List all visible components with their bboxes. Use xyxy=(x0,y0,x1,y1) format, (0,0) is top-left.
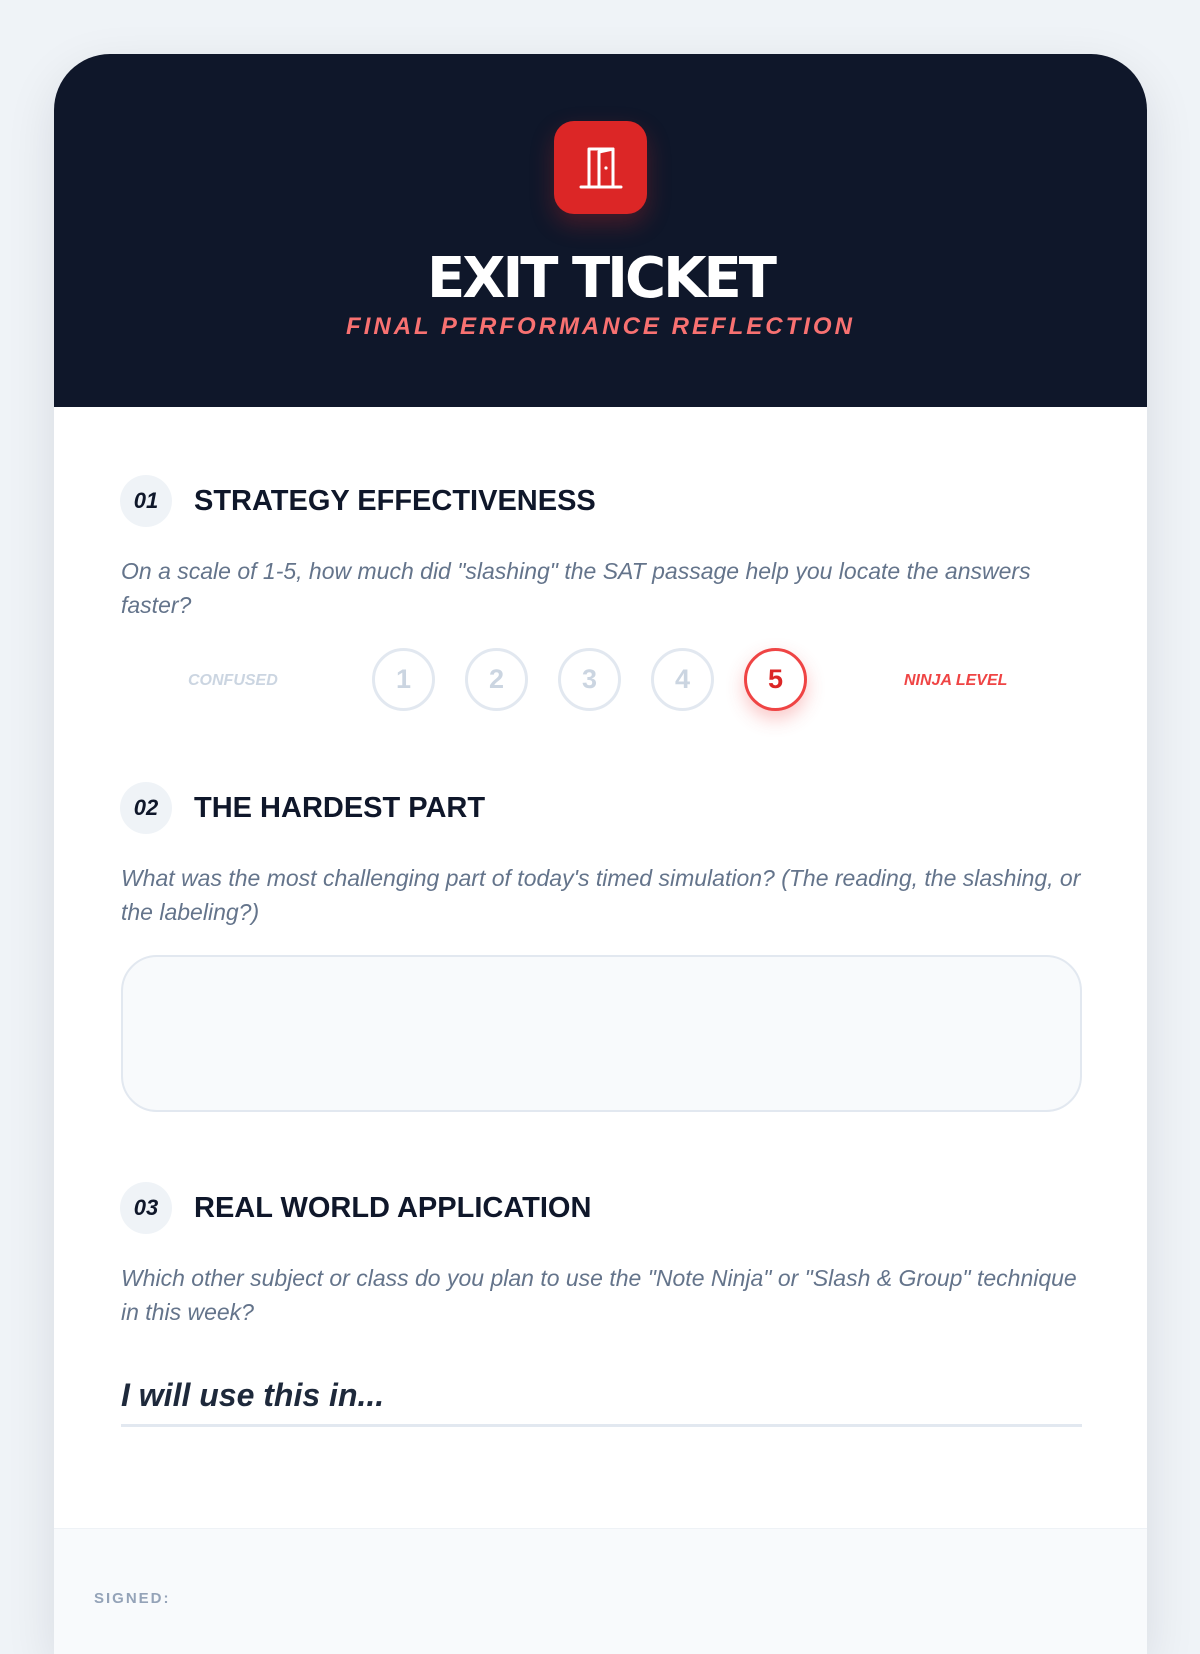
signature-footer xyxy=(54,1528,1147,1654)
section-heading-application: REAL WORLD APPLICATION xyxy=(194,1192,592,1224)
rating-option-2[interactable]: 2 xyxy=(465,648,528,711)
signed-label: SIGNED: xyxy=(94,1590,171,1607)
rating-option-5[interactable]: 5 xyxy=(744,648,807,711)
scale-low-label: CONFUSED xyxy=(188,672,278,689)
section-number-02: 02 xyxy=(120,782,172,834)
page-title: EXIT TICKET xyxy=(427,246,774,311)
page-subtitle: FINAL PERFORMANCE REFLECTION xyxy=(346,313,855,340)
rating-option-4[interactable]: 4 xyxy=(651,648,714,711)
door-icon xyxy=(554,121,647,214)
question-hardest: What was the most challenging part of today's timed simulation? (The reading, the slashing, or the labeling?) xyxy=(121,865,1081,925)
section-heading-strategy: STRATEGY EFFECTIVENESS xyxy=(194,485,596,517)
section-number-03: 03 xyxy=(120,1182,172,1234)
scale-high-label: NINJA LEVEL xyxy=(904,672,1008,689)
rating-option-3[interactable]: 3 xyxy=(558,648,621,711)
exit-ticket-card xyxy=(54,54,1147,1654)
question-strategy: On a scale of 1-5, how much did "slashing" the SAT passage help you locate the answers faster? xyxy=(121,558,1031,618)
application-answer-input[interactable]: I will use this in... xyxy=(121,1372,1082,1427)
header xyxy=(54,54,1147,407)
hardest-part-textarea[interactable] xyxy=(121,955,1082,1112)
question-application: Which other subject or class do you plan to use the "Note Ninja" or "Slash & Group" technique in this week? xyxy=(121,1265,1077,1325)
rating-option-1[interactable]: 1 xyxy=(372,648,435,711)
section-heading-hardest: THE HARDEST PART xyxy=(194,792,486,824)
section-number-01: 01 xyxy=(120,475,172,527)
